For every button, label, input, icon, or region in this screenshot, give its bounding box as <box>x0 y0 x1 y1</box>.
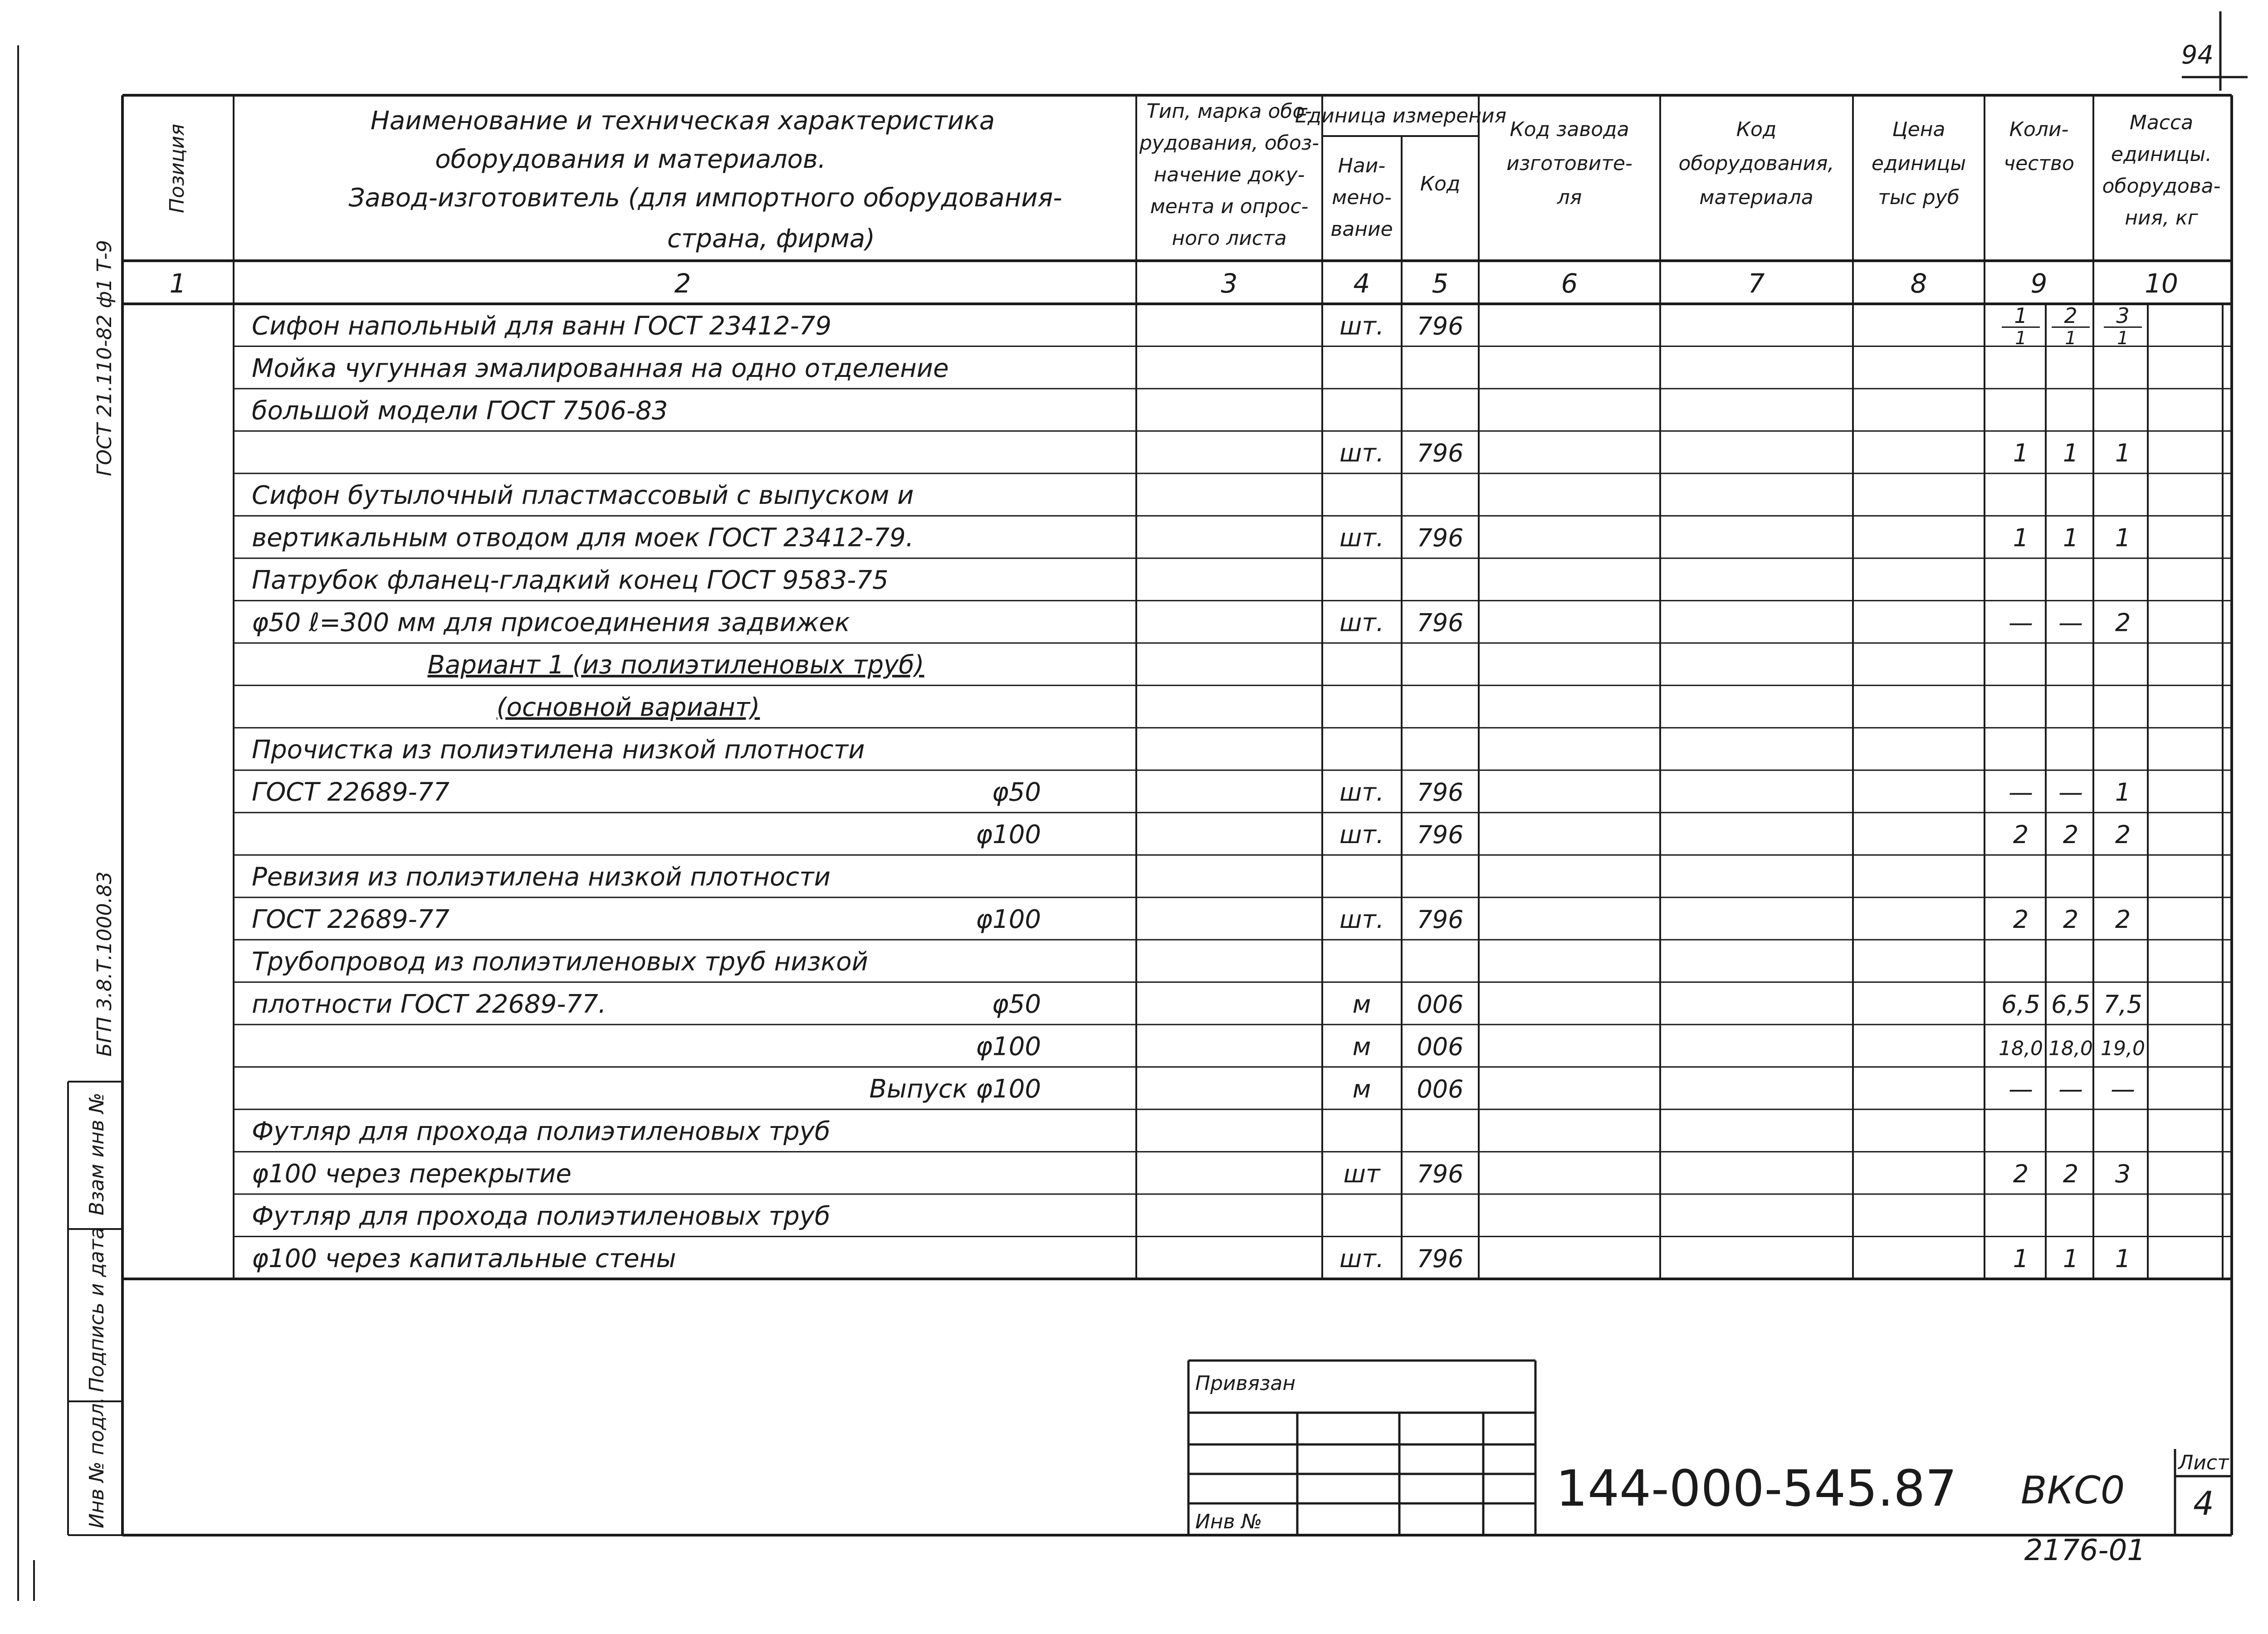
row-quantity: 6,5 <box>2001 990 2040 1019</box>
row-unit-code: 796 <box>1417 523 1464 552</box>
row-unit-code: 796 <box>1417 608 1464 637</box>
title-mark: ВКС0 <box>2021 1468 2125 1512</box>
row-name: φ100 через капитальные стены <box>252 1244 676 1273</box>
row-diameter: φ50 <box>992 989 1041 1019</box>
title-doc-number: 144-000-545.87 <box>1556 1459 1957 1517</box>
row-diameter: φ100 <box>976 905 1041 934</box>
title-inv-no: Инв № <box>1195 1510 1262 1533</box>
row-quantity: 1 <box>2013 1244 2029 1273</box>
header-type-line5: ного листа <box>1172 227 1287 250</box>
row-name: вертикальным отводом для моек ГОСТ 23412-79. <box>252 523 914 553</box>
header-mass-line1: Масса <box>2129 111 2194 134</box>
header-qty-line1: Коли- <box>2009 118 2069 141</box>
header-mass-line4: ния, кг <box>2125 206 2198 229</box>
header-position: Позиция <box>166 123 189 213</box>
row-unit-code: 796 <box>1417 312 1464 341</box>
margin-gost-bottom: БГП 3.8.Т.1000.83 <box>93 871 116 1057</box>
header-unit-name-line1: Наи- <box>1338 154 1386 177</box>
row-name: (основной вариант) <box>496 693 760 722</box>
row-quantity: — <box>2111 1074 2135 1103</box>
row-unit: м <box>1352 1032 1371 1061</box>
row-quantity: 3 <box>2115 1159 2131 1188</box>
header-equip-line1: Код <box>1736 118 1777 141</box>
row-unit: м <box>1352 990 1371 1019</box>
header-unit-group: Единица измерения <box>1295 104 1507 127</box>
header-price-line3: тыс руб <box>1878 186 1960 209</box>
header-unit-code: Код <box>1420 172 1461 195</box>
header-type-line3: начение доку- <box>1154 163 1305 186</box>
title-privyazan: Привязан <box>1195 1372 1296 1395</box>
row-unit: шт. <box>1339 820 1384 849</box>
row-unit: шт. <box>1339 523 1384 552</box>
row-unit: шт. <box>1339 905 1384 934</box>
row-unit-code: 796 <box>1417 439 1464 468</box>
row-unit-code: 796 <box>1417 905 1464 934</box>
row-quantity: 1 <box>2063 1244 2079 1273</box>
colnum-1: 1 <box>169 268 186 299</box>
header-qty-line2: чество <box>2004 152 2074 175</box>
row-quantity: 2 <box>2013 905 2029 934</box>
row-unit: шт. <box>1339 312 1384 341</box>
row-quantity: 1 <box>2115 1244 2131 1273</box>
header-factory-line1: Код завода <box>1510 118 1629 141</box>
header-price-line1: Цена <box>1892 118 1945 141</box>
row-quantity: 2 <box>2013 820 2029 849</box>
row-unit: м <box>1352 1074 1371 1103</box>
row-quantity: 2 <box>2063 820 2079 849</box>
row-unit: шт <box>1343 1159 1380 1188</box>
stamp-signature-date: Подпись и дата <box>85 1227 108 1392</box>
row-quantity: 19,0 <box>2101 1037 2145 1060</box>
row-name: φ100 через перекрытие <box>252 1159 572 1189</box>
row-name: φ50 ℓ=300 мм для присоединения задвижек <box>252 608 850 638</box>
stamp-replace-inv: Взам инв № <box>85 1093 108 1215</box>
row-quantity: 1 <box>2013 523 2029 552</box>
header-equip-line3: материала <box>1699 186 1813 209</box>
row-quantity: 1 <box>2013 439 2029 468</box>
row-quantity: — <box>2009 1074 2033 1103</box>
title-sheet-number: 4 <box>2193 1484 2214 1522</box>
row-unit: шт. <box>1339 439 1384 468</box>
row-quantity: 2 <box>2013 1159 2029 1188</box>
row-quantity: — <box>2058 608 2083 637</box>
colnum-7: 7 <box>1748 268 1765 299</box>
row-unit-code: 006 <box>1417 1032 1464 1061</box>
header-equip-line2: оборудования, <box>1678 152 1834 175</box>
header-unit-name-line2: мено- <box>1332 186 1392 209</box>
row-quantity: 2 <box>2063 1159 2079 1188</box>
row-diameter: φ50 <box>992 777 1041 807</box>
row-name: Прочистка из полиэтилена низкой плотности <box>252 735 865 765</box>
row-quantity: — <box>2009 778 2033 807</box>
row-quantity: 1 <box>2063 523 2079 552</box>
row-unit-code: 796 <box>1417 778 1464 807</box>
row-unit-code: 006 <box>1417 990 1464 1019</box>
header-mass-line2: единицы. <box>2111 143 2212 166</box>
colnum-10: 10 <box>2145 268 2178 299</box>
colnum-2: 2 <box>674 268 691 299</box>
row-quantity: 2 <box>2064 303 2077 328</box>
header-price-line2: единицы <box>1871 152 1966 175</box>
row-quantity: 2 <box>2063 905 2079 934</box>
header-name-line1: Наименование и техническая характеристика <box>370 106 995 136</box>
header-name-line4: страна, фирма) <box>667 224 875 254</box>
row-name: Трубопровод из полиэтиленовых труб низкой <box>252 947 868 977</box>
row-quantity: 18,0 <box>2048 1037 2093 1060</box>
row-lines <box>234 346 2232 1236</box>
row-quantity: 1 <box>2014 303 2028 328</box>
header-factory-line2: изготовите- <box>1506 152 1633 175</box>
sheet-corner-number: 94 <box>2181 40 2214 70</box>
stamp-inv-original: Инв № подл. <box>85 1397 108 1528</box>
header-factory-line3: ля <box>1557 186 1582 209</box>
row-name: большой модели ГОСТ 7506-83 <box>252 396 668 426</box>
row-name: Сифон напольный для ванн ГОСТ 23412-79 <box>252 311 832 341</box>
row-quantity: — <box>2058 778 2083 807</box>
row-name: Патрубок фланец-гладкий конец ГОСТ 9583-75 <box>252 566 889 595</box>
row-name: ГОСТ 22689-77 <box>252 777 450 807</box>
row-name: Вариант 1 (из полиэтиленовых труб) <box>427 650 924 680</box>
title-bottom-code: 2176-01 <box>2024 1534 2146 1567</box>
row-quantity-sub: 1 <box>2065 327 2077 349</box>
row-quantity: 18,0 <box>1999 1037 2043 1060</box>
header-unit-name-line3: вание <box>1330 218 1393 241</box>
row-name: Ревизия из полиэтилена низкой плотности <box>252 862 831 892</box>
row-unit: шт. <box>1339 1244 1384 1273</box>
row-name: Мойка чугунная эмалированная на одно отделение <box>252 353 949 383</box>
colnum-8: 8 <box>1910 268 1927 299</box>
row-unit: шт. <box>1339 608 1384 637</box>
colnum-5: 5 <box>1432 268 1449 299</box>
row-unit-code: 796 <box>1417 1244 1464 1273</box>
table-rows <box>252 303 2145 1273</box>
row-name: плотности ГОСТ 22689-77. <box>252 989 606 1019</box>
header-mass-line3: оборудова- <box>2102 175 2221 198</box>
row-quantity: 2 <box>2115 820 2131 849</box>
row-quantity-sub: 1 <box>2117 327 2129 349</box>
row-quantity: 1 <box>2115 778 2131 807</box>
row-unit-code: 006 <box>1417 1074 1464 1103</box>
colnum-6: 6 <box>1561 268 1578 299</box>
row-quantity-sub: 1 <box>2015 327 2027 349</box>
row-quantity: 1 <box>2063 439 2079 468</box>
header-name-line2: оборудования и материалов. <box>435 145 826 174</box>
row-name: Футляр для прохода полиэтиленовых труб <box>252 1117 831 1146</box>
row-quantity: 1 <box>2115 439 2131 468</box>
row-quantity: — <box>2009 608 2033 637</box>
row-quantity: 1 <box>2115 523 2131 552</box>
row-unit-code: 796 <box>1417 1159 1464 1188</box>
colnum-4: 4 <box>1353 268 1370 299</box>
header-name-line3: Завод-изготовитель (для импортного оборудования- <box>348 183 1062 213</box>
row-name: Футляр для прохода полиэтиленовых труб <box>252 1201 831 1231</box>
header-type-line1: Тип, марка обо- <box>1146 100 1312 123</box>
row-quantity: 6,5 <box>2051 990 2090 1019</box>
row-quantity: 2 <box>2115 608 2131 637</box>
row-name: ГОСТ 22689-77 <box>252 905 450 934</box>
row-unit-code: 796 <box>1417 820 1464 849</box>
margin-gost-top: ГОСТ 21.110-82 ф1 Т-9 <box>93 240 116 476</box>
row-quantity: 2 <box>2115 905 2131 934</box>
row-name: Сифон бутылочный пластмассовый с выпуском и <box>252 481 914 511</box>
header-type-line4: мента и опрос- <box>1150 195 1309 218</box>
row-quantity: 3 <box>2116 303 2130 328</box>
colnum-3: 3 <box>1221 268 1238 299</box>
colnum-9: 9 <box>2030 268 2048 299</box>
row-quantity: 7,5 <box>2103 990 2142 1019</box>
row-unit: шт. <box>1339 778 1384 807</box>
row-diameter: φ100 <box>976 820 1041 850</box>
title-sheet-label: Лист <box>2178 1451 2229 1474</box>
row-diameter: φ100 <box>976 1032 1041 1062</box>
row-diameter: Выпуск φ100 <box>869 1074 1041 1104</box>
header-type-line2: рудования, обоз- <box>1139 132 1320 155</box>
row-quantity: — <box>2058 1074 2083 1103</box>
